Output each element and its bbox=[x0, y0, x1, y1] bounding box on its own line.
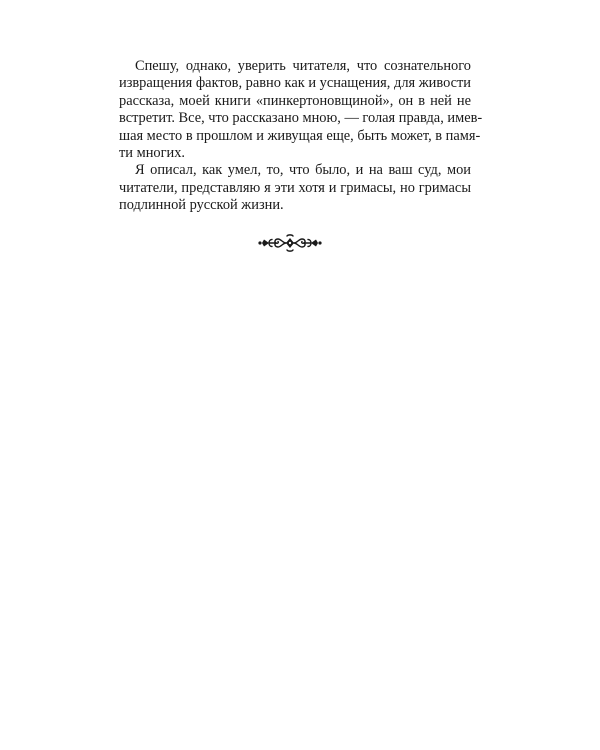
paragraph-line: ти многих. bbox=[119, 144, 185, 161]
text-block bbox=[119, 58, 483, 215]
paragraph-line: рассказа, моей книги «пинкертоновщиной», он в ней не bbox=[119, 92, 471, 109]
paragraph-line: подлинной русской жизни. bbox=[119, 197, 284, 214]
paragraph-line: извращения фактов, равно как и уснащения, для живости bbox=[119, 75, 471, 92]
paragraph-1 bbox=[119, 58, 483, 162]
paragraph-line: Я описал, как умел, то, что было, и на ваш суд, мои bbox=[135, 162, 471, 179]
paragraph-line: Спешу, однако, уверить читателя, что сознательного bbox=[135, 58, 471, 74]
paragraph-line: встретит. Все, что рассказано мною, — голая правда, имев- bbox=[119, 110, 483, 127]
paragraph-2 bbox=[119, 162, 471, 214]
paragraph-line: читатели, представляю я эти хотя и гримасы, но гримасы bbox=[119, 179, 471, 196]
flourish-ornament-icon bbox=[257, 230, 323, 256]
paragraph-line: шая место в прошлом и живущая еще, быть может, в памя- bbox=[119, 127, 481, 144]
